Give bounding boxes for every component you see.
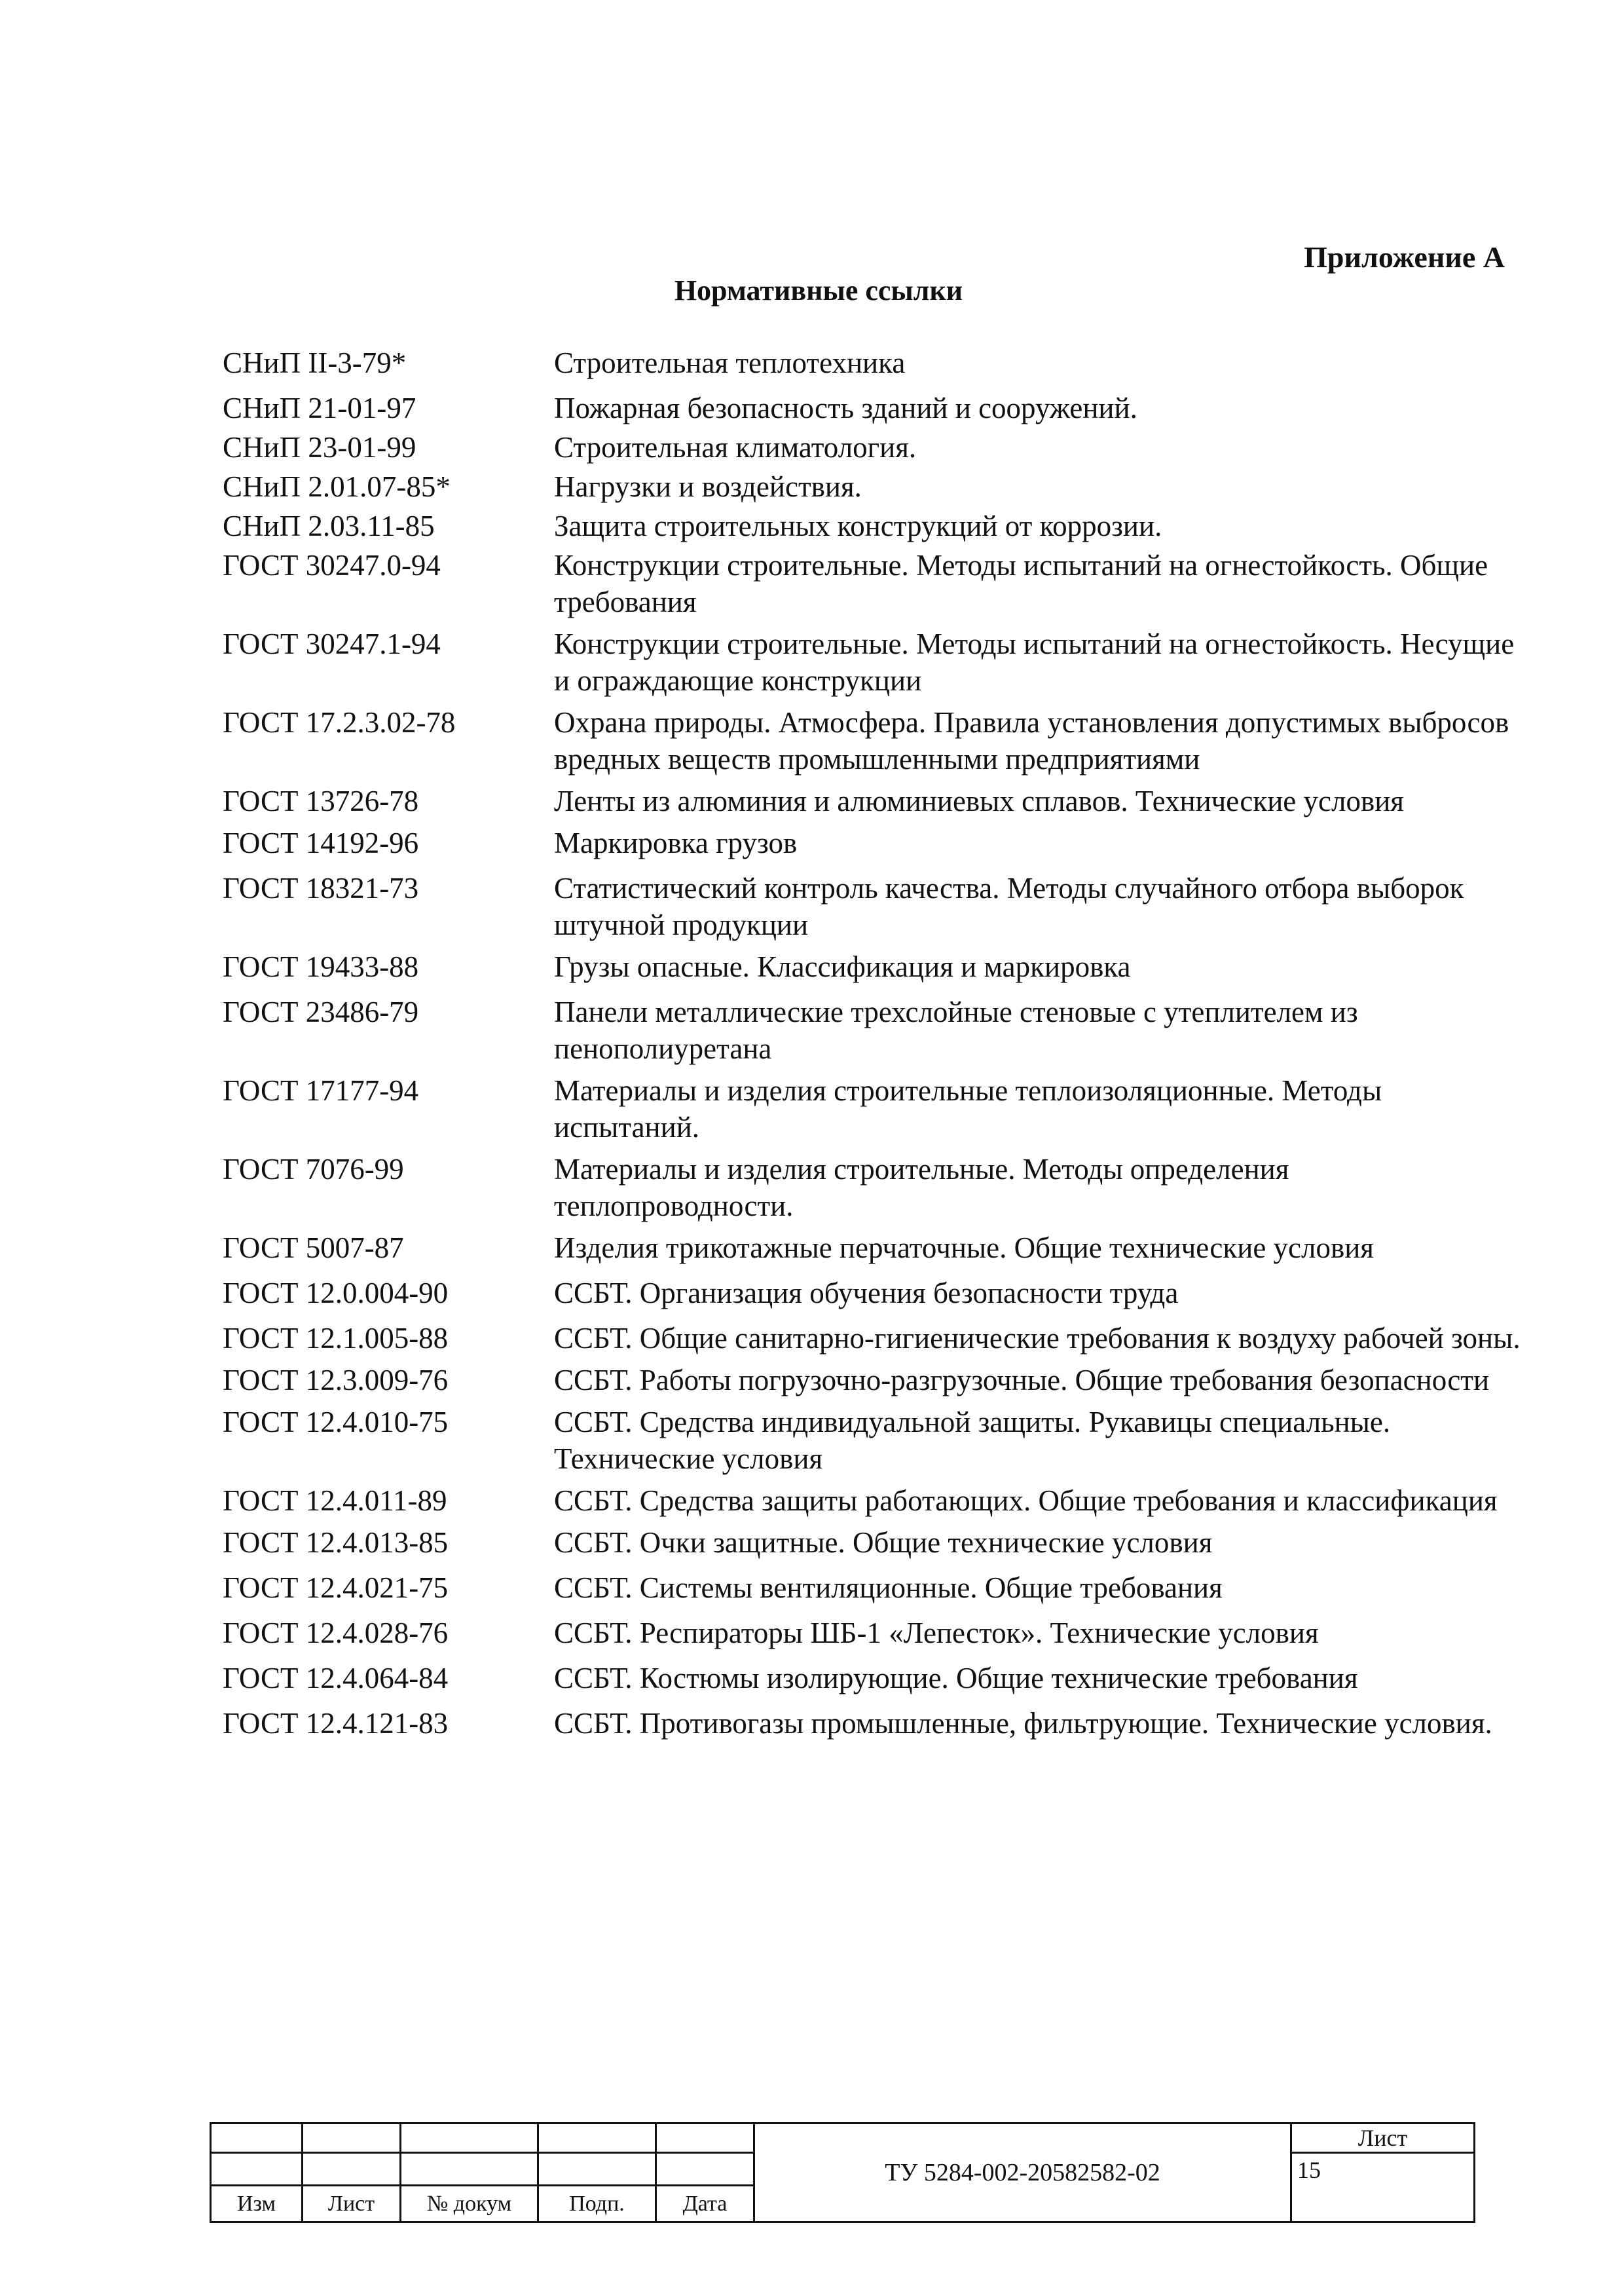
reference-row [223, 390, 1532, 426]
appendix-label: Приложение А [1304, 240, 1505, 274]
reference-code: ГОСТ 30247.1-94 [223, 627, 441, 660]
reference-row [223, 1404, 1532, 1477]
reference-code: ГОСТ 14192-96 [223, 827, 419, 859]
reference-description: ССБТ. Средства индивидуальной защиты. Рукавицы специальные. Технические условия [554, 1406, 1391, 1475]
reference-row [223, 1482, 1532, 1519]
reference-code: ГОСТ 5007-87 [223, 1231, 404, 1264]
reference-code: ГОСТ 12.0.004-90 [223, 1277, 449, 1309]
stamp-cell [303, 2153, 401, 2186]
reference-description: Изделия трикотажные перчаточные. Общие технические условия [554, 1231, 1375, 1264]
reference-code: СНиП 23-01-99 [223, 431, 416, 464]
reference-description: Строительная теплотехника [554, 346, 906, 379]
stamp-cell [656, 2123, 754, 2153]
reference-description: ССБТ. Костюмы изолирующие. Общие технические требования [554, 1662, 1358, 1694]
reference-row [223, 704, 1532, 777]
reference-description: Материалы и изделия строительные. Методы определения теплопроводности. [554, 1153, 1289, 1222]
reference-row [223, 1615, 1532, 1651]
stamp-cell [401, 2123, 538, 2153]
reference-code: ГОСТ 12.1.005-88 [223, 1322, 449, 1355]
reference-row [223, 994, 1532, 1067]
reference-row [223, 547, 1532, 620]
reference-row [223, 783, 1532, 819]
reference-code: ГОСТ 12.4.121-83 [223, 1707, 449, 1740]
reference-description: ССБТ. Противогазы промышленные, фильтрующие. Технические условия. [554, 1707, 1492, 1740]
reference-code: СНиП 2.01.07-85* [223, 470, 451, 503]
reference-description: Статистический контроль качества. Методы случайного отбора выборок штучной продукции [554, 872, 1464, 941]
reference-code: СНиП 21-01-97 [223, 392, 416, 424]
reference-row [223, 1275, 1532, 1311]
reference-row [223, 1229, 1532, 1266]
stamp-label-sheet: Лист [303, 2186, 401, 2222]
reference-code: ГОСТ 30247.0-94 [223, 549, 441, 582]
reference-row [223, 1705, 1532, 1742]
reference-row [223, 429, 1532, 466]
reference-description: Конструкции строительные. Методы испытаний на огнестойкость. Несущие и ограждающие конструкции [554, 627, 1515, 697]
stamp-cell [656, 2153, 754, 2186]
title-block-stamp [210, 2122, 1475, 2223]
reference-row [223, 1569, 1532, 1606]
stamp-cell [401, 2153, 538, 2186]
reference-code: ГОСТ 7076-99 [223, 1153, 404, 1186]
reference-code: ГОСТ 12.4.028-76 [223, 1617, 449, 1649]
reference-description: ССБТ. Работы погрузочно-разгрузочные. Общие требования безопасности [554, 1364, 1490, 1396]
reference-code: СНиП II-3-79* [223, 346, 407, 379]
reference-code: ГОСТ 23486-79 [223, 996, 419, 1028]
reference-row [223, 948, 1532, 985]
stamp-cell [538, 2153, 656, 2186]
reference-code: ГОСТ 19433-88 [223, 950, 419, 983]
sheet-number: 15 [1291, 2153, 1475, 2222]
reference-description: Нагрузки и воздействия. [554, 470, 862, 503]
reference-row [223, 468, 1532, 505]
stamp-label-change: Изм [211, 2186, 303, 2222]
reference-code: ГОСТ 12.3.009-76 [223, 1364, 449, 1396]
reference-row [223, 508, 1532, 544]
reference-description: ССБТ. Респираторы ШБ-1 «Лепесток». Технические условия [554, 1617, 1319, 1649]
reference-row [223, 1362, 1532, 1398]
document-code: ТУ 5284-002-20582582-02 [754, 2123, 1291, 2222]
reference-code: ГОСТ 18321-73 [223, 872, 419, 905]
reference-code: ГОСТ 17.2.3.02-78 [223, 706, 456, 739]
reference-description: Защита строительных конструкций от коррозии. [554, 510, 1162, 542]
reference-code: ГОСТ 12.4.021-75 [223, 1571, 449, 1604]
reference-row [223, 1072, 1532, 1146]
reference-description: ССБТ. Организация обучения безопасности труда [554, 1277, 1179, 1309]
reference-code: ГОСТ 12.4.011-89 [223, 1484, 447, 1517]
reference-description: Грузы опасные. Классификация и маркировка [554, 950, 1131, 983]
reference-row [223, 1151, 1532, 1224]
stamp-label-signature: Подп. [538, 2186, 656, 2222]
stamp-cell [303, 2123, 401, 2153]
references-list [223, 345, 1532, 1747]
reference-description: Конструкции строительные. Методы испытаний на огнестойкость. Общие требования [554, 549, 1488, 618]
reference-description: ССБТ. Системы вентиляционные. Общие требования [554, 1571, 1223, 1604]
reference-row [223, 825, 1532, 861]
reference-row [223, 1320, 1532, 1356]
reference-code: ГОСТ 12.4.013-85 [223, 1526, 449, 1559]
reference-code: ГОСТ 12.4.064-84 [223, 1662, 449, 1694]
reference-description: Маркировка грузов [554, 827, 798, 859]
reference-code: ГОСТ 13726-78 [223, 785, 419, 817]
reference-row [223, 345, 1532, 381]
reference-description: ССБТ. Общие санитарно-гигиенические требования к воздуху рабочей зоны. [554, 1322, 1521, 1355]
reference-code: ГОСТ 12.4.010-75 [223, 1406, 449, 1438]
reference-description: ССБТ. Очки защитные. Общие технические условия [554, 1526, 1213, 1559]
reference-code: ГОСТ 17177-94 [223, 1074, 419, 1107]
sheet-label: Лист [1291, 2123, 1475, 2153]
reference-description: Охрана природы. Атмосфера. Правила установления допустимых выбросов вредных веществ промышленными предприятиями [554, 706, 1509, 776]
reference-row [223, 1524, 1532, 1561]
reference-description: Материалы и изделия строительные теплоизоляционные. Методы испытаний. [554, 1074, 1382, 1144]
stamp-cell [211, 2153, 303, 2186]
stamp-cell [211, 2123, 303, 2153]
stamp-cell [538, 2123, 656, 2153]
stamp-label-date: Дата [656, 2186, 754, 2222]
reference-description: Пожарная безопасность зданий и сооружений. [554, 392, 1137, 424]
reference-description: ССБТ. Средства защиты работающих. Общие требования и классификация [554, 1484, 1498, 1517]
reference-description: Строительная климатология. [554, 431, 917, 464]
reference-description: Ленты из алюминия и алюминиевых сплавов. Технические условия [554, 785, 1404, 817]
stamp-label-document: № докум [401, 2186, 538, 2222]
page-title: Нормативные ссылки [674, 274, 963, 307]
reference-row [223, 1660, 1532, 1696]
reference-row [223, 870, 1532, 943]
reference-description: Панели металлические трехслойные стеновые с утеплителем из пенополиуретана [554, 996, 1358, 1065]
reference-code: СНиП 2.03.11-85 [223, 510, 435, 542]
reference-row [223, 626, 1532, 699]
